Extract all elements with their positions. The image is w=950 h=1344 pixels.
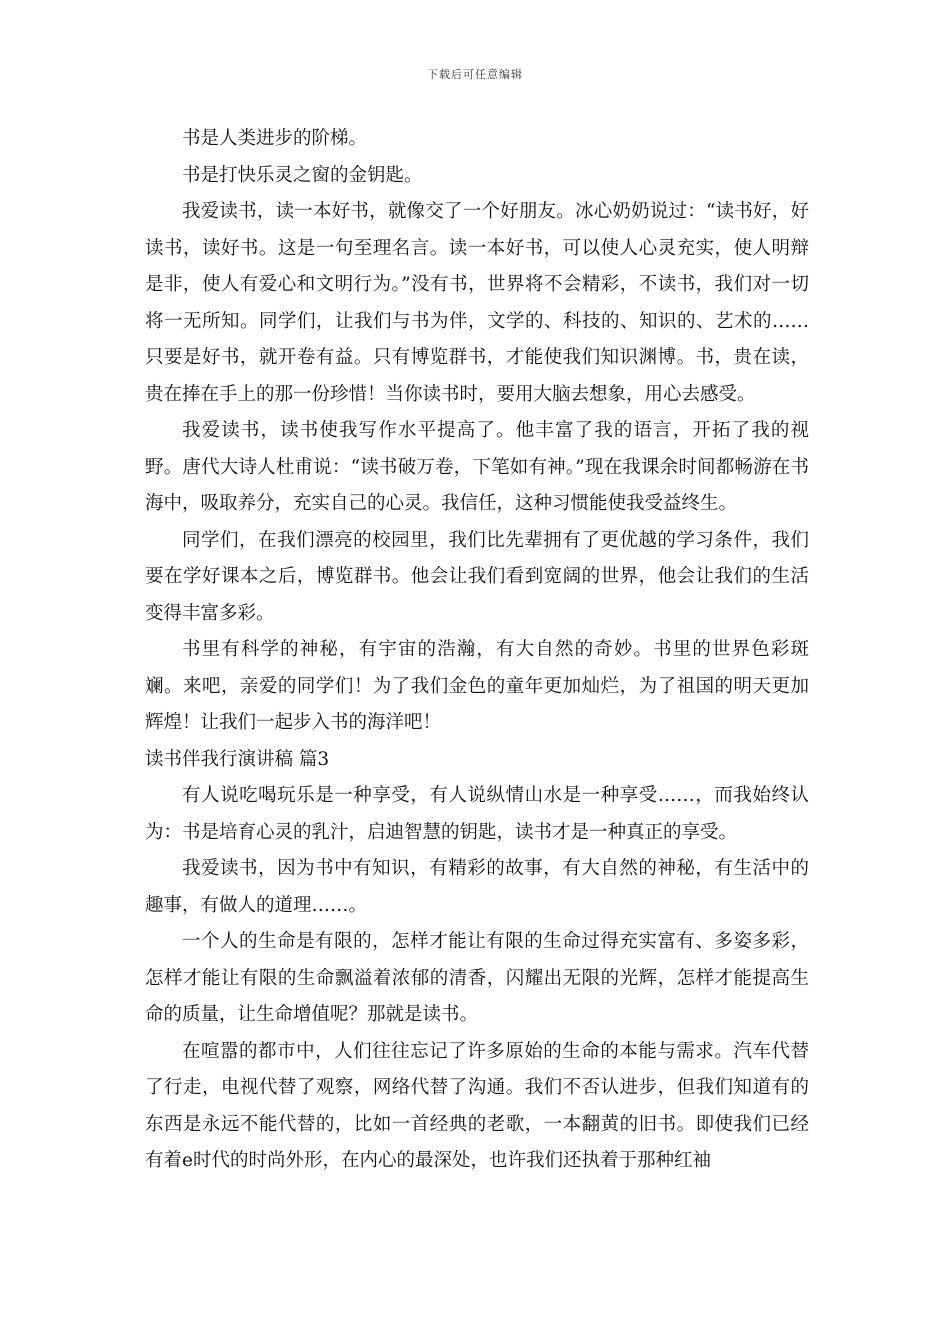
paragraph: 我爱读书，读书使我写作水平提高了。他丰富了我的语言，开拓了我的视野。唐代大诗人杜甫说：“读书破万卷，下笔如有神。”现在我课余时间都畅游在书海中，吸取养分，充实自己的心灵。我信任，这种习惯能使我受益终生。 bbox=[145, 420, 809, 514]
paragraph: 同学们，在我们漂亮的校园里，我们比先辈拥有了更优越的学习条件，我们要在学好课本之后，博览群书。他会让我们看到宽阔的世界，他会让我们的生活变得丰富多彩。 bbox=[145, 529, 809, 624]
document-body bbox=[145, 121, 809, 1180]
paragraph: 在喧嚣的都市中，人们往往忘记了许多原始的生命的本能与需求。汽车代替了行走，电视代替了观察，网络代替了沟通。我们不否认进步，但我们知道有的东西是永远不能代替的，比如一首经典的老歌，一本翻黄的旧书。即使我们已经有着e时代的时尚外形，在内心的最深处，也许我们还执着于那种红袖 bbox=[145, 1040, 809, 1171]
section-heading: 读书伴我行演讲稿 篇3 bbox=[145, 748, 330, 770]
page-header: 下载后可任意编辑 bbox=[427, 68, 523, 81]
paragraph: 我爱读书，读一本好书，就像交了一个好朋友。冰心奶奶说过：“读书好，好读书，读好书。这是一句至理名言。读一本好书，可以使人心灵充实，使人明辩是非，使人有爱心和文明行为。”没有书，世界将不会精彩，不读书，我们对一切将一无所知。同学们，让我们与书为伴，文学的、科技的、知识的、艺术的……只要是好书，就开卷有益。只有博览群书，才能使我们知识渊博。书，贵在读，贵在捧在手上的那一份珍惜！当你读书时，要用大脑去想象，用心去感受。 bbox=[145, 201, 809, 405]
paragraph: 书是打快乐灵之窗的金钥匙。 bbox=[182, 164, 423, 186]
paragraph: 有人说吃喝玩乐是一种享受，有人说纵情山水是一种享受……，而我始终认为：书是培育心灵的乳汁，启迪智慧的钥匙，读书才是一种真正的享受。 bbox=[145, 785, 809, 843]
paragraph: 一个人的生命是有限的，怎样才能让有限的生命过得充实富有、多姿多彩，怎样才能让有限的生命飘溢着浓郁的清香，闪耀出无限的光辉，怎样才能提高生命的质量，让生命增值呢？那就是读书。 bbox=[145, 931, 809, 1025]
paragraph: 书里有科学的神秘，有宇宙的浩瀚，有大自然的奇妙。书里的世界色彩斑斓。来吧，亲爱的同学们！为了我们金色的童年更加灿烂，为了祖国的明天更加辉煌！让我们一起步入书的海洋吧！ bbox=[145, 639, 809, 733]
paragraph: 我爱读书，因为书中有知识，有精彩的故事，有大自然的神秘，有生活中的趣事，有做人的道理……。 bbox=[145, 858, 809, 916]
paragraph: 书是人类进步的阶梯。 bbox=[182, 128, 368, 149]
